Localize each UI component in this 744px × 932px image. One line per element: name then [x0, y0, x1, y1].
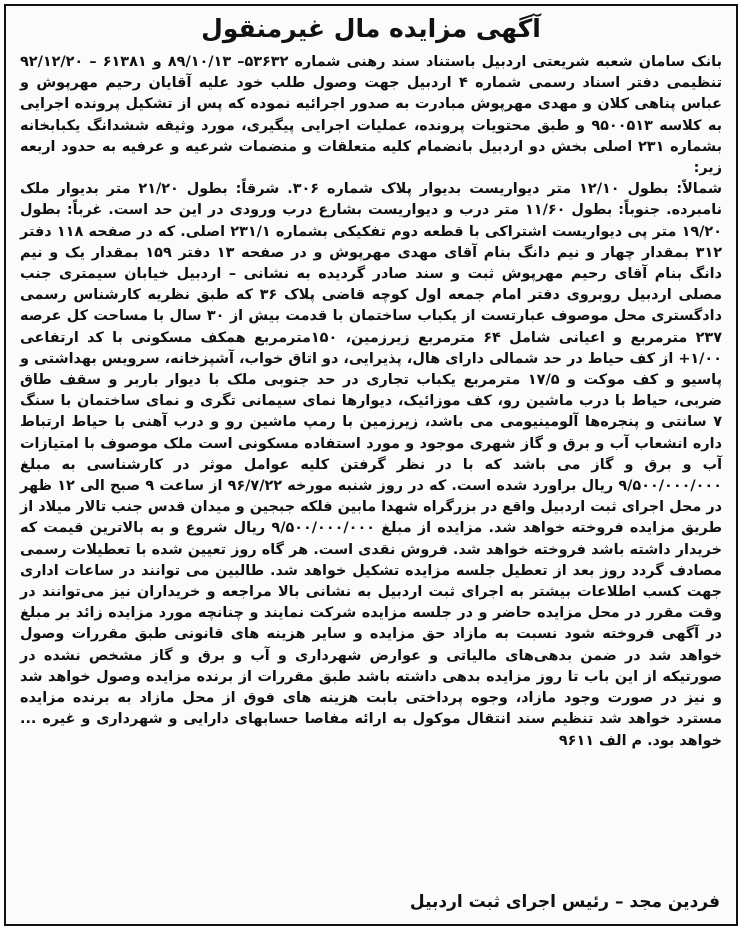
signature-line: فردین مجد – رئیس اجرای ثبت اردبیل [409, 892, 720, 912]
notice-frame [4, 4, 738, 926]
intro-paragraph: بانک سامان شعبه شریعتی اردبیل باستناد سند رهنی شماره ۵۳۶۳۲– ۸۹/۱۰/۱۳ و ۶۱۳۸۱ – ۹۲/۱۲/۲۰ تنظیمی دفتر اسناد رسمی شماره ۴ اردبیل جهت وصول طلب خود علیه آقایان رحیم مهرپوش و عباس پناهی کلان و مهدی مهرپوش مبادرت به صدور اجرائیه نموده که پس از تشکیل پرونده اجرایی به کلاسه ۹۵۰۰۵۱۳ و طبق محتویات پرونده، عملیات اجرایی پیگیری، مورد وثیقه ششدانگ یکبابخانه بشماره ۲۳۱ اصلی بخش دو اردبیل بانضمام کلیه متعلقات و منضمات شرعیه و عرفیه به حدود اربعه زیر: [20, 54, 722, 177]
notice-title: آگهی مزایده مال غیرمنقول [201, 14, 541, 43]
notice-body [20, 52, 722, 752]
details-paragraph: شمالاً: بطول ۱۲/۱۰ متر دیواریست بدیوار پلاک شماره ۳۰۶. شرقاً: بطول ۲۱/۲۰ متر بدیوار ملک نامبرده. جنوباً: بطول ۱۱/۶۰ متر درب و دیواریست بشارع درب ورودی در این حد است. غرباً: بطول ۱۹/۲۰ متر پی دیواریست اشتراکی با قطعه دوم تفکیکی بشماره ۲۳۱/۱ اصلی. که در صفحه ۱۱۸ دفتر ۳۱۲ بمقدار چهار و نیم دانگ بنام آقای مهدی مهرپوش و در صفحه ۱۳ دفتر ۱۵۹ بمقدار یک و نیم دانگ بنام آقای رحیم مهرپوش ثبت و سند صادر گردیده به نشانی – اردبیل خیابان سیمتری جنب مصلی اردبیل روبروی دفتر امام جمعه اول کوچه قاضی پلاک ۳۶ که طبق نظریه کارشناس رسمی دادگستری محل موصوف عبارتست از یکباب ساختمان با قدمت بیش از ۳۰ سال با مساحت کل عرصه ۲۳۷ مترمربع و اعیانی شامل ۶۴ مترمربع زیرزمین، ۱۵۰مترمربع همکف مسکونی با کد ارتفاعی ۱/۰۰+ از کف حیاط در حد شمالی دارای هال، پذیرایی، دو اتاق خواب، آشپزخانه، سرویس بهداشتی و پاسیو و کف موکت و ۱۷/۵ مترمربع یکباب تجاری در حد جنوبی ملک با دیوار باربر و سقف طاق ضربی، حیاط با درب ماشین رو، کف موزائیک، دیوارها نمای سیمانی تگری و نمای ساختمان با سنگ ۷ سانتی و پنجره‌ها آلومینیومی می باشد، زیرزمین با رمپ ماشین رو و درب آهنی با حیاط ارتباط داره انشعاب آب و برق و گاز شهری موجود و مورد استفاده مسکونی است ملک موصوف با امتیازات آب و برق و گاز می باشد که با در نظر گرفتن کلیه عوامل موثر در کارشناسی به مبلغ ۹/۵۰۰/۰۰۰/۰۰۰ ریال براورد شده است. که در روز شنبه مورخه ۹۶/۷/۲۲ از ساعت ۹ صبح الی ۱۲ ظهر در محل اجرای ثبت اردبیل واقع در بزرگراه شهدا مابین فلکه جبجین و میدان قدس جنب تالار میلاد از طریق مزایده فروخته خواهد شد. مزایده از مبلغ ۹/۵۰۰/۰۰۰/۰۰۰ ریال شروع و به بالاترین قیمت که خریدار داشته باشد فروخته خواهد شد. فروش نقدی است. هر گاه روز تعیین شده با تعطیلات رسمی مصادف گردد روز بعد از تعطیل جلسه مزایده تشکیل خواهد شد. طالبین می توانند در ساعات اداری جهت کسب اطلاعات بیشتر به اجرای ثبت اردبیل به نشانی بالا مراجعه و خریداران نیز می‌توانند در وقت مقرر در محل مزایده حاضر و در جلسه مزایده شرکت نمایند و چنانچه مورد مزایده زائد بر مبلغ در آگهی فروخته شود نسبت به مازاد حق مزایده و سایر هزینه های قانونی طبق مقررات وصول خواهد شد در ضمن بدهی‌های مالیاتی و عوارض شهرداری و آب و برق و گاز مشخص نشده در صورتیکه از این باب تا روز مزایده بدهی داشته باشد طبق مقررات از برنده مزایده وصول خواهد شد و نیز در صورت وجود مازاد، وجوه پرداختی بابت هزینه های فوق از محل مازاد به برنده مزایده مسترد خواهد شد تنظیم سند انتقال موکول به ارائه مفاصا حسابهای دارایی و شهرداری و غیره ... خواهد بود. م الف ۹۶۱۱ [20, 181, 723, 749]
